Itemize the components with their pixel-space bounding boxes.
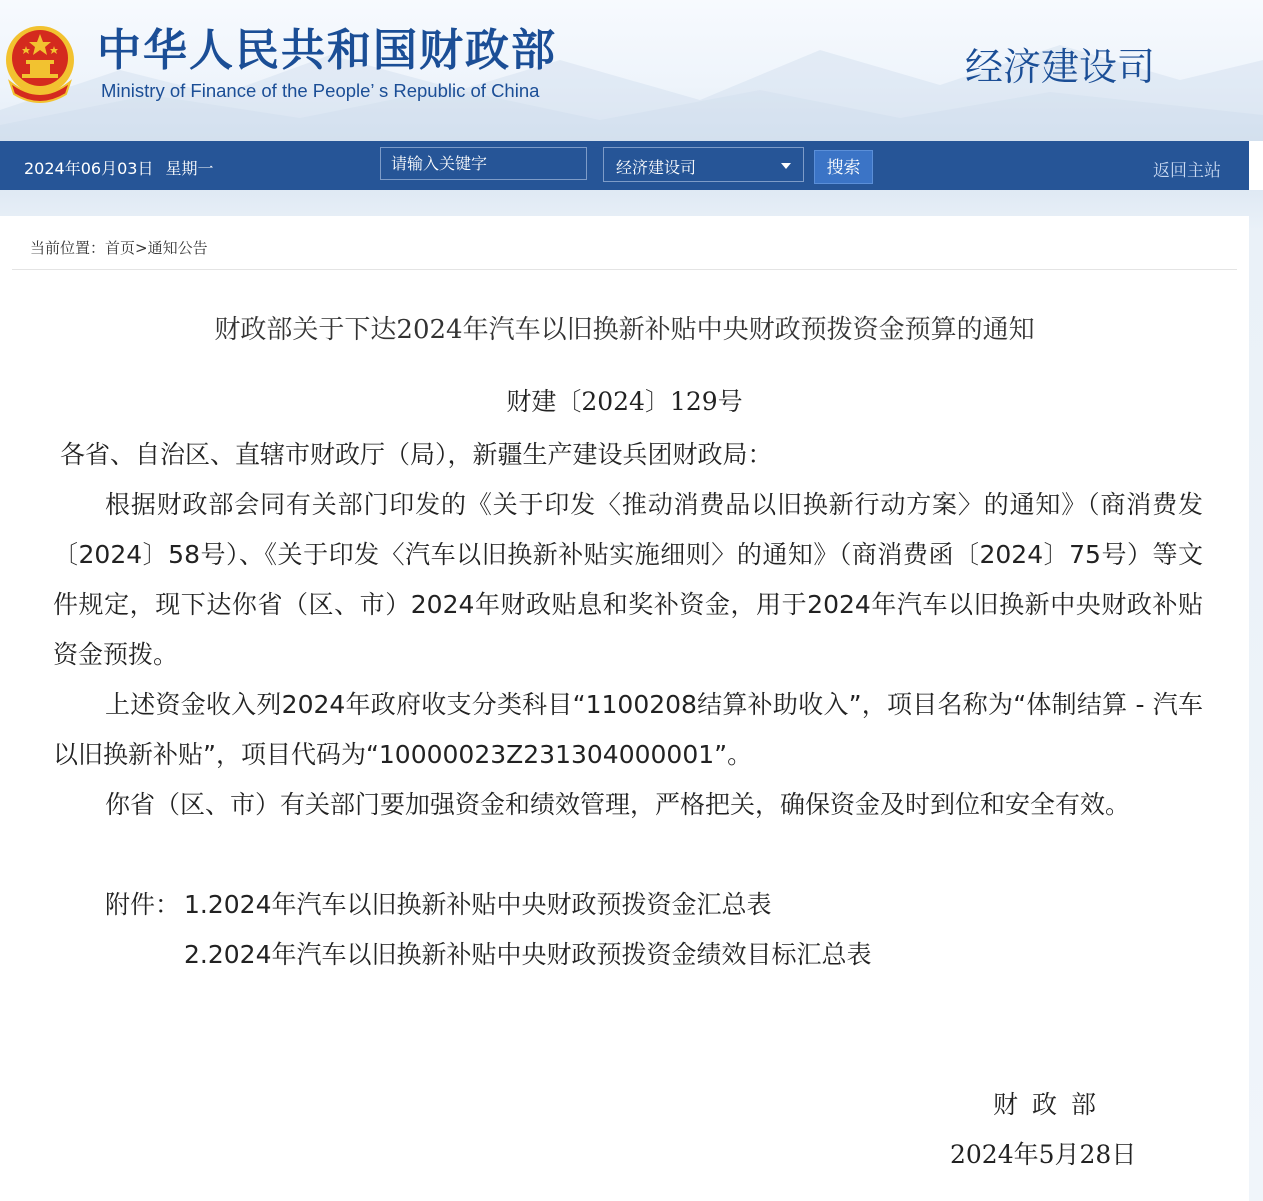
chevron-down-icon — [781, 163, 791, 169]
body-paragraph-2: 上述资金收入列2024年政府收支分类科目“1100208结算补助收入”，项目名称为“体制结算 - 汽车以旧换新补贴”，项目代码为“10000023Z231304000001”。 — [53, 690, 1203, 769]
search-input[interactable] — [380, 147, 587, 180]
attachment-link-1[interactable]: 1.2024年汽车以旧换新补贴中央财政预拨资金汇总表 — [184, 890, 772, 919]
department-name: 经济建设司 — [965, 45, 1156, 89]
site-title-cn[interactable]: 中华人民共和国财政部 — [97, 25, 557, 76]
search-scope-select[interactable] — [603, 147, 804, 182]
weekday-text: 星期一 — [165, 159, 214, 178]
attachment-link-2[interactable]: 2.2024年汽车以旧换新补贴中央财政预拨资金绩效目标汇总表 — [184, 940, 872, 969]
search-button[interactable]: 搜索 — [814, 150, 873, 184]
signature-date: 2024年5月28日 — [950, 1140, 1137, 1169]
signature-organization: 财政部 — [993, 1090, 1111, 1119]
body-paragraph-3: 你省（区、市）有关部门要加强资金和绩效管理，严格把关，确保资金及时到位和安全有效。 — [105, 790, 1131, 819]
breadcrumb[interactable]: 当前位置：首页>通知公告 — [30, 239, 208, 257]
current-date — [24, 156, 225, 179]
return-home-link[interactable]: 返回主站 — [1153, 161, 1221, 181]
addressee: 各省、自治区、直辖市财政厅（局），新疆生产建设兵团财政局： — [60, 440, 773, 469]
attachments-label: 附件： — [105, 890, 181, 919]
date-text: 2024年06月03日 — [24, 159, 154, 178]
scope-selected-value: 经济建设司 — [616, 158, 697, 177]
body-paragraph-1: 根据财政部会同有关部门印发的《关于印发〈推动消费品以旧换新行动方案〉的通知》（商消费发〔2024〕58号）、《关于印发〈汽车以旧换新补贴实施细则〉的通知》（商消费函〔2024〕75号）等文件规定，现下达你省（区、市）2024年财政贴息和奖补资金，用于2024年汽车以旧换新中央财政补贴资金预拨。 — [53, 490, 1203, 669]
document-title: 财政部关于下达2024年汽车以旧换新补贴中央财政预拨资金预算的通知 — [214, 315, 1035, 345]
site-header — [0, 0, 1263, 141]
national-emblem-icon — [2, 20, 78, 104]
breadcrumb-divider — [12, 269, 1237, 270]
document-number: 财建〔2024〕129号 — [506, 387, 743, 416]
site-title-en[interactable]: Ministry of Finance of the People’ s Republic of China — [101, 80, 540, 101]
